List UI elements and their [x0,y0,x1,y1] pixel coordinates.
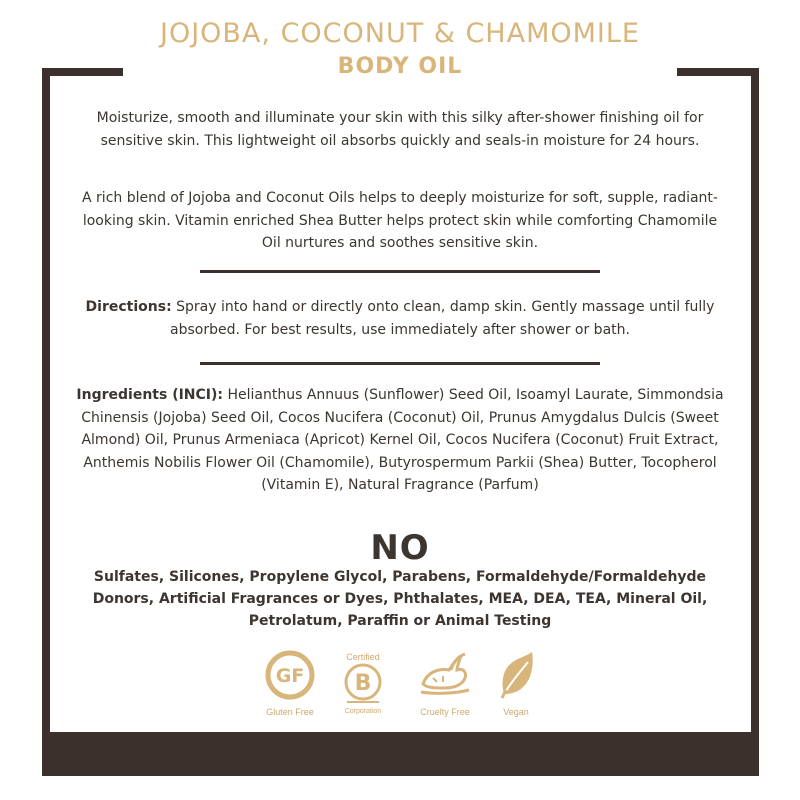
gf-mark: GF [275,665,305,687]
free-from-heading: NO [370,528,430,568]
cruelty-free-label: Cruelty Free [420,707,470,717]
b-corp-label: Corporation [344,708,382,715]
description-paragraph-2: A rich blend of Jojoba and Coconut Oils helps to deeply moisturize for soft, supple, radiant-looking skin. Vitamin enriched Shea Butter helps protect skin while comforting Chamomile Oil nurtures and soothes sensitive skin. [82,190,718,251]
b-corp-icon [343,662,383,704]
description-paragraph-1: Moisturize, smooth and illuminate your skin with this silky after-shower finishing oil for sensitive skin. This lightweight oil absorbs quickly and seals-in moisture for 24 hours. [96,110,704,149]
vegan-badge [471,650,561,718]
directions-section [80,296,720,341]
divider [200,270,600,273]
frame-right-border [751,68,759,732]
b-corp-badge [318,652,408,718]
gf-icon [265,650,315,700]
product-title: JOJOBA, COCONUT & CHAMOMILE [159,18,640,49]
vegan-label: Vegan [503,707,529,717]
frame-bottom-band [42,732,759,776]
directions-text: Spray into hand or directly onto clean, damp skin. Gently massage until fully absorbed. For best results, use immediately after shower or bath. [170,299,715,338]
ingredients-section [72,384,728,497]
gluten-free-label: Gluten Free [266,707,314,717]
directions-label: Directions: [85,299,172,315]
leaf-icon [494,650,538,700]
frame-left-border [42,68,50,732]
free-from-list: Sulfates, Silicones, Propylene Glycol, Parabens, Formaldehyde/Formaldehyde Donors, Artificial Fragrances or Dyes, Phthalates, MEA, DEA, TEA, Mineral Oil, Petrolatum, Paraffin or Animal Testing [92,569,708,629]
b-corp-mark: B [354,671,372,696]
product-subtitle: BODY OIL [337,54,463,79]
divider [200,362,600,365]
ingredients-label: Ingredients (INCI): [76,387,224,403]
b-corp-certified-text: Certified [346,652,380,662]
bunny-icon [413,650,477,700]
ingredients-text: Helianthus Annuus (Sunflower) Seed Oil, Isoamyl Laurate, Simmondsia Chinensis (Jojoba) Seed Oil, Cocos Nucifera (Coconut) Oil, Prunus Amygdalus Dulcis (Sweet Almond) Oil, Prunus Armeniaca (Apricot) Kernel Oil, Cocos Nucifera (Coconut) Fruit Extract, Anthemis Nobilis Flower Oil (Chamomile), Butyrospermum Parkii (Shea) Butter, Tocopherol (Vitamin E), Natural Fragrance (Parfum) [81,387,724,493]
